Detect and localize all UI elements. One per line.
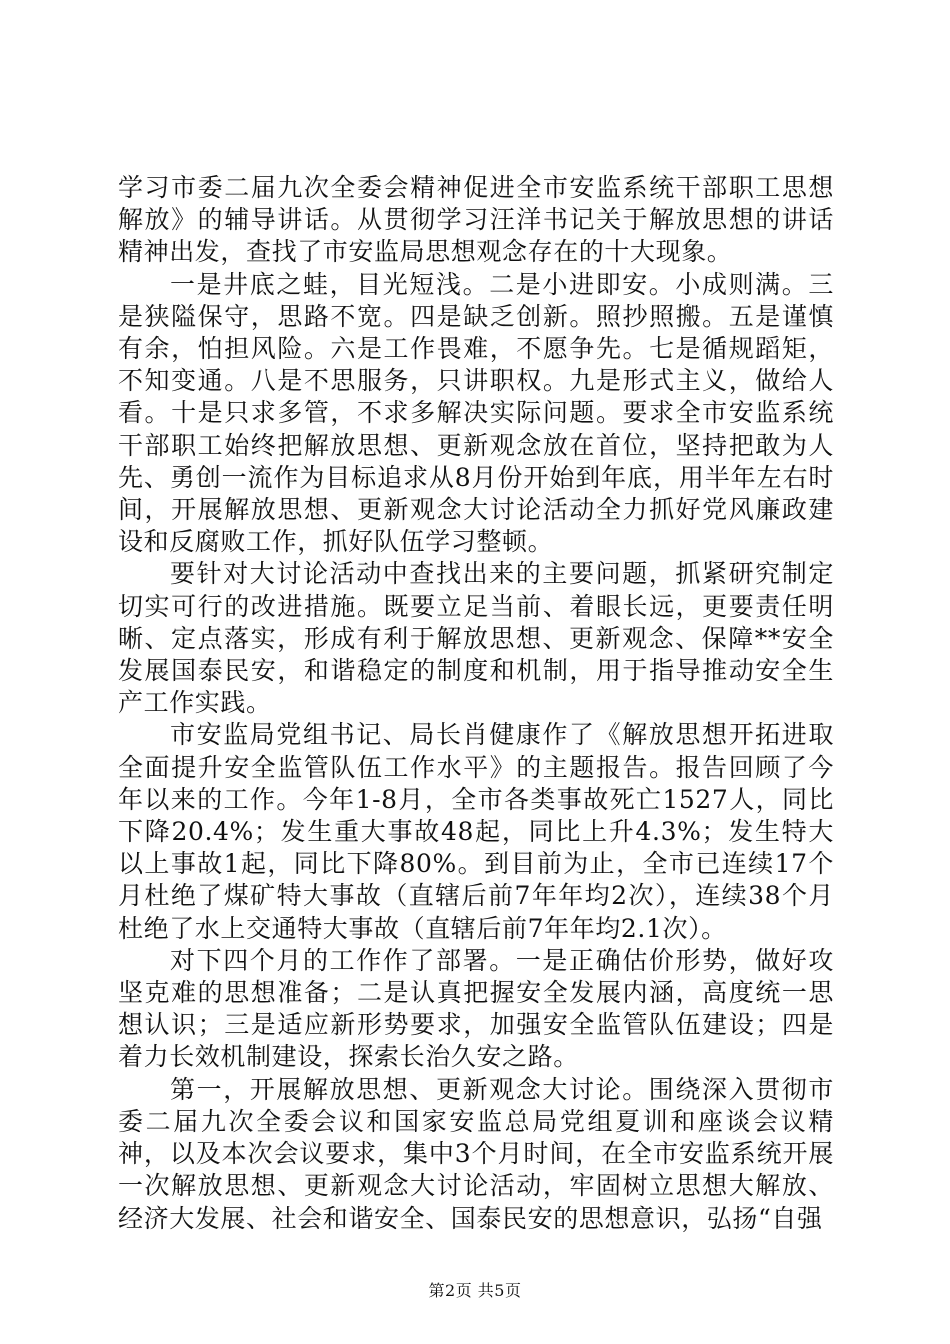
paragraph-1: 学习市委二届九次全委会精神促进全市安监系统干部职工思想解放》的辅导讲话。从贯彻学习汪洋书记关于解放思想的讲话精神出发，查找了市安监局思想观念存在的十大现象。 (118, 173, 834, 267)
paragraph-2: 一是井底之蛙，目光短浅。二是小进即安。小成则满。三是狭隘保守，思路不宽。四是缺乏创新。照抄照搬。五是谨慎有余，怕担风险。六是工作畏难，不愿争先。七是循规蹈矩，不知变通。八是不思服务，只讲职权。九是形式主义，做给人看。十是只求多管，不求多解决实际问题。要求全市安监系统干部职工始终把解放思想、更新观念放在首位，坚持把敢为人先、勇创一流作为目标追求从8月份开始到年底，用半年左右时间，开展解放思想、更新观念大讨论活动全力抓好党风廉政建设和反腐败工作，抓好队伍学习整顿。 (118, 269, 834, 557)
paragraph-6: 第一，开展解放思想、更新观念大讨论。围绕深入贯彻市委二届九次全委会议和国家安监总局党组夏训和座谈会议精神，以及本次会议要求，集中3个月时间，在全市安监系统开展一次解放思想、更新观念大讨论活动，牢固树立思想大解放、经济大发展、社会和谐安全、国泰民安的思想意识，弘扬“自强 (118, 1074, 834, 1233)
paragraph-5: 对下四个月的工作作了部署。一是正确估价形势，做好攻坚克难的思想准备；二是认真把握安全发展内涵，高度统一思想认识；三是适应新形势要求，加强安全监管队伍建设；四是着力长效机制建设，探索长治久安之路。 (118, 945, 834, 1072)
page-footer: 第2页 共5页 (428, 1281, 522, 1300)
paragraph-3: 要针对大讨论活动中查找出来的主要问题，抓紧研究制定切实可行的改进措施。既要立足当前、着眼长远，更要责任明晰、定点落实，形成有利于解放思想、更新观念、保障**安全发展国泰民安，和谐稳定的制度和机制，用于指导推动安全生产工作实践。 (118, 559, 834, 718)
document-body (118, 172, 834, 1235)
paragraph-4: 市安监局党组书记、局长肖健康作了《解放思想开拓进取全面提升安全监管队伍工作水平》的主题报告。报告回顾了今年以来的工作。今年1-8月，全市各类事故死亡1527人，同比下降20.4%；发生重大事故48起，同比上升4.3%；发生特大以上事故1起，同比下降80%。到目前为止，全市已连续17个月杜绝了煤矿特大事故（直辖后前7年年均2次），连续38个月杜绝了水上交通特大事故（直辖后前7年年均2.1次）。 (118, 720, 834, 943)
